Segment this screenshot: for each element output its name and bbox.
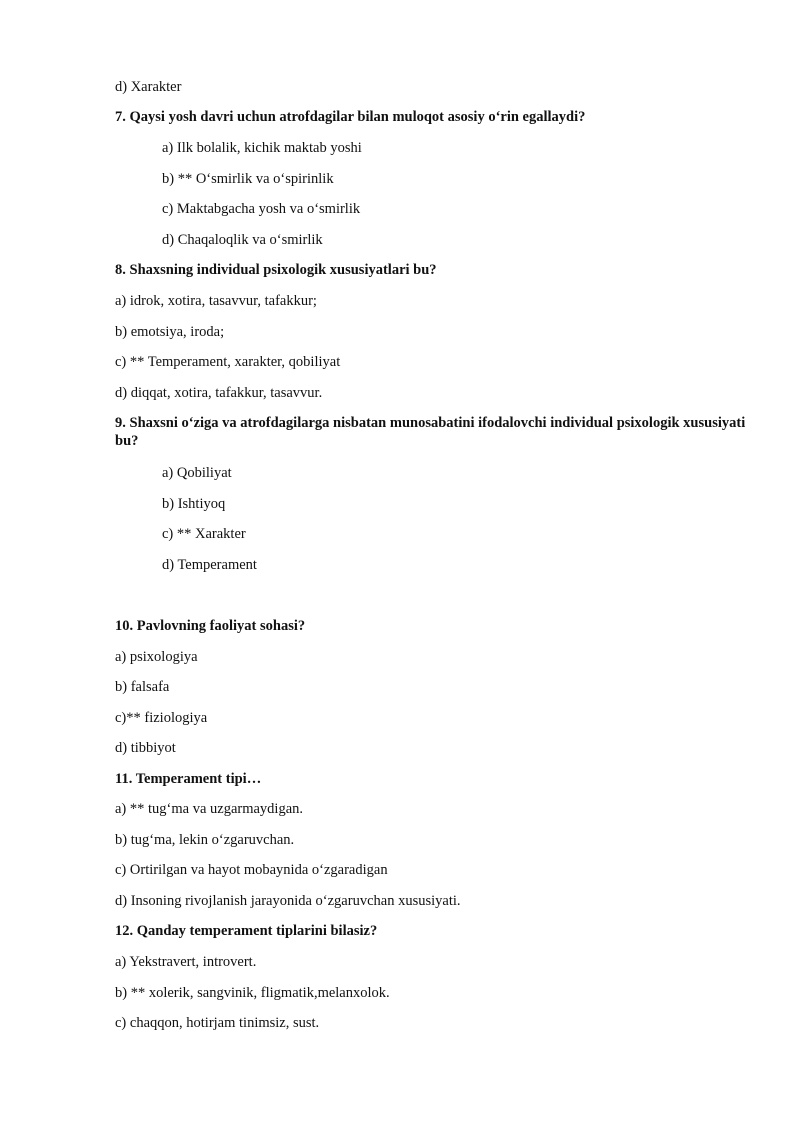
question-8: 8. Shaxsning individual psixologik xususiyatlari bu? [115,262,437,278]
answer-option: c) Ortirilgan va hayot mobaynida o‘zgaradigan [115,862,388,878]
answer-option-correct: b) ** xolerik, sangvinik, fligmatik,melanxolok. [115,985,390,1001]
answer-option: d) Insoning rivojlanish jarayonida o‘zgaruvchan xususiyati. [115,893,461,909]
question-11: 11. Temperament tipi… [115,771,262,787]
answer-option: c) Maktabgacha yosh va o‘smirlik [162,201,361,217]
answer-option: b) falsafa [115,679,170,695]
question-7: 7. Qaysi yosh davri uchun atrofdagilar bilan muloqot asosiy o‘rin egallaydi? [115,109,586,125]
answer-option-correct: c) ** Temperament, xarakter, qobiliyat [115,354,341,370]
answer-option: a) Qobiliyat [162,465,232,481]
answer-option: a) Ilk bolalik, kichik maktab yoshi [162,140,362,156]
answer-option: a) idrok, xotira, tasavvur, tafakkur; [115,293,317,309]
answer-option: a) Yekstravert, introvert. [115,954,257,970]
answer-option-correct: b) ** O‘smirlik va o‘spirinlik [162,171,334,187]
answer-option: c) chaqqon, hotirjam tinimsiz, sust. [115,1015,320,1031]
question-9: 9. Shaxsni o‘ziga va atrofdagilarga nisbatan munosabatini ifodalovchi individual psixologik xususiyati bu? [115,415,746,449]
question-10: 10. Pavlovning faoliyat sohasi? [115,618,306,634]
answer-option: d) Temperament [162,557,257,573]
answer-option: d) Xarakter [115,79,182,95]
answer-option-correct: a) ** tug‘ma va uzgarmaydigan. [115,801,304,817]
answer-option: b) tug‘ma, lekin o‘zgaruvchan. [115,832,295,848]
answer-option: d) tibbiyot [115,740,176,756]
answer-option: b) emotsiya, iroda; [115,324,225,340]
answer-option: b) Ishtiyoq [162,496,226,512]
answer-option: d) Chaqaloqlik va o‘smirlik [162,232,323,248]
answer-option: a) psixologiya [115,649,198,665]
answer-option-correct: c) ** Xarakter [162,526,246,542]
question-12: 12. Qanday temperament tiplarini bilasiz? [115,923,378,939]
answer-option: d) diqqat, xotira, tafakkur, tasavvur. [115,385,323,401]
answer-option-correct: c)** fiziologiya [115,710,208,726]
